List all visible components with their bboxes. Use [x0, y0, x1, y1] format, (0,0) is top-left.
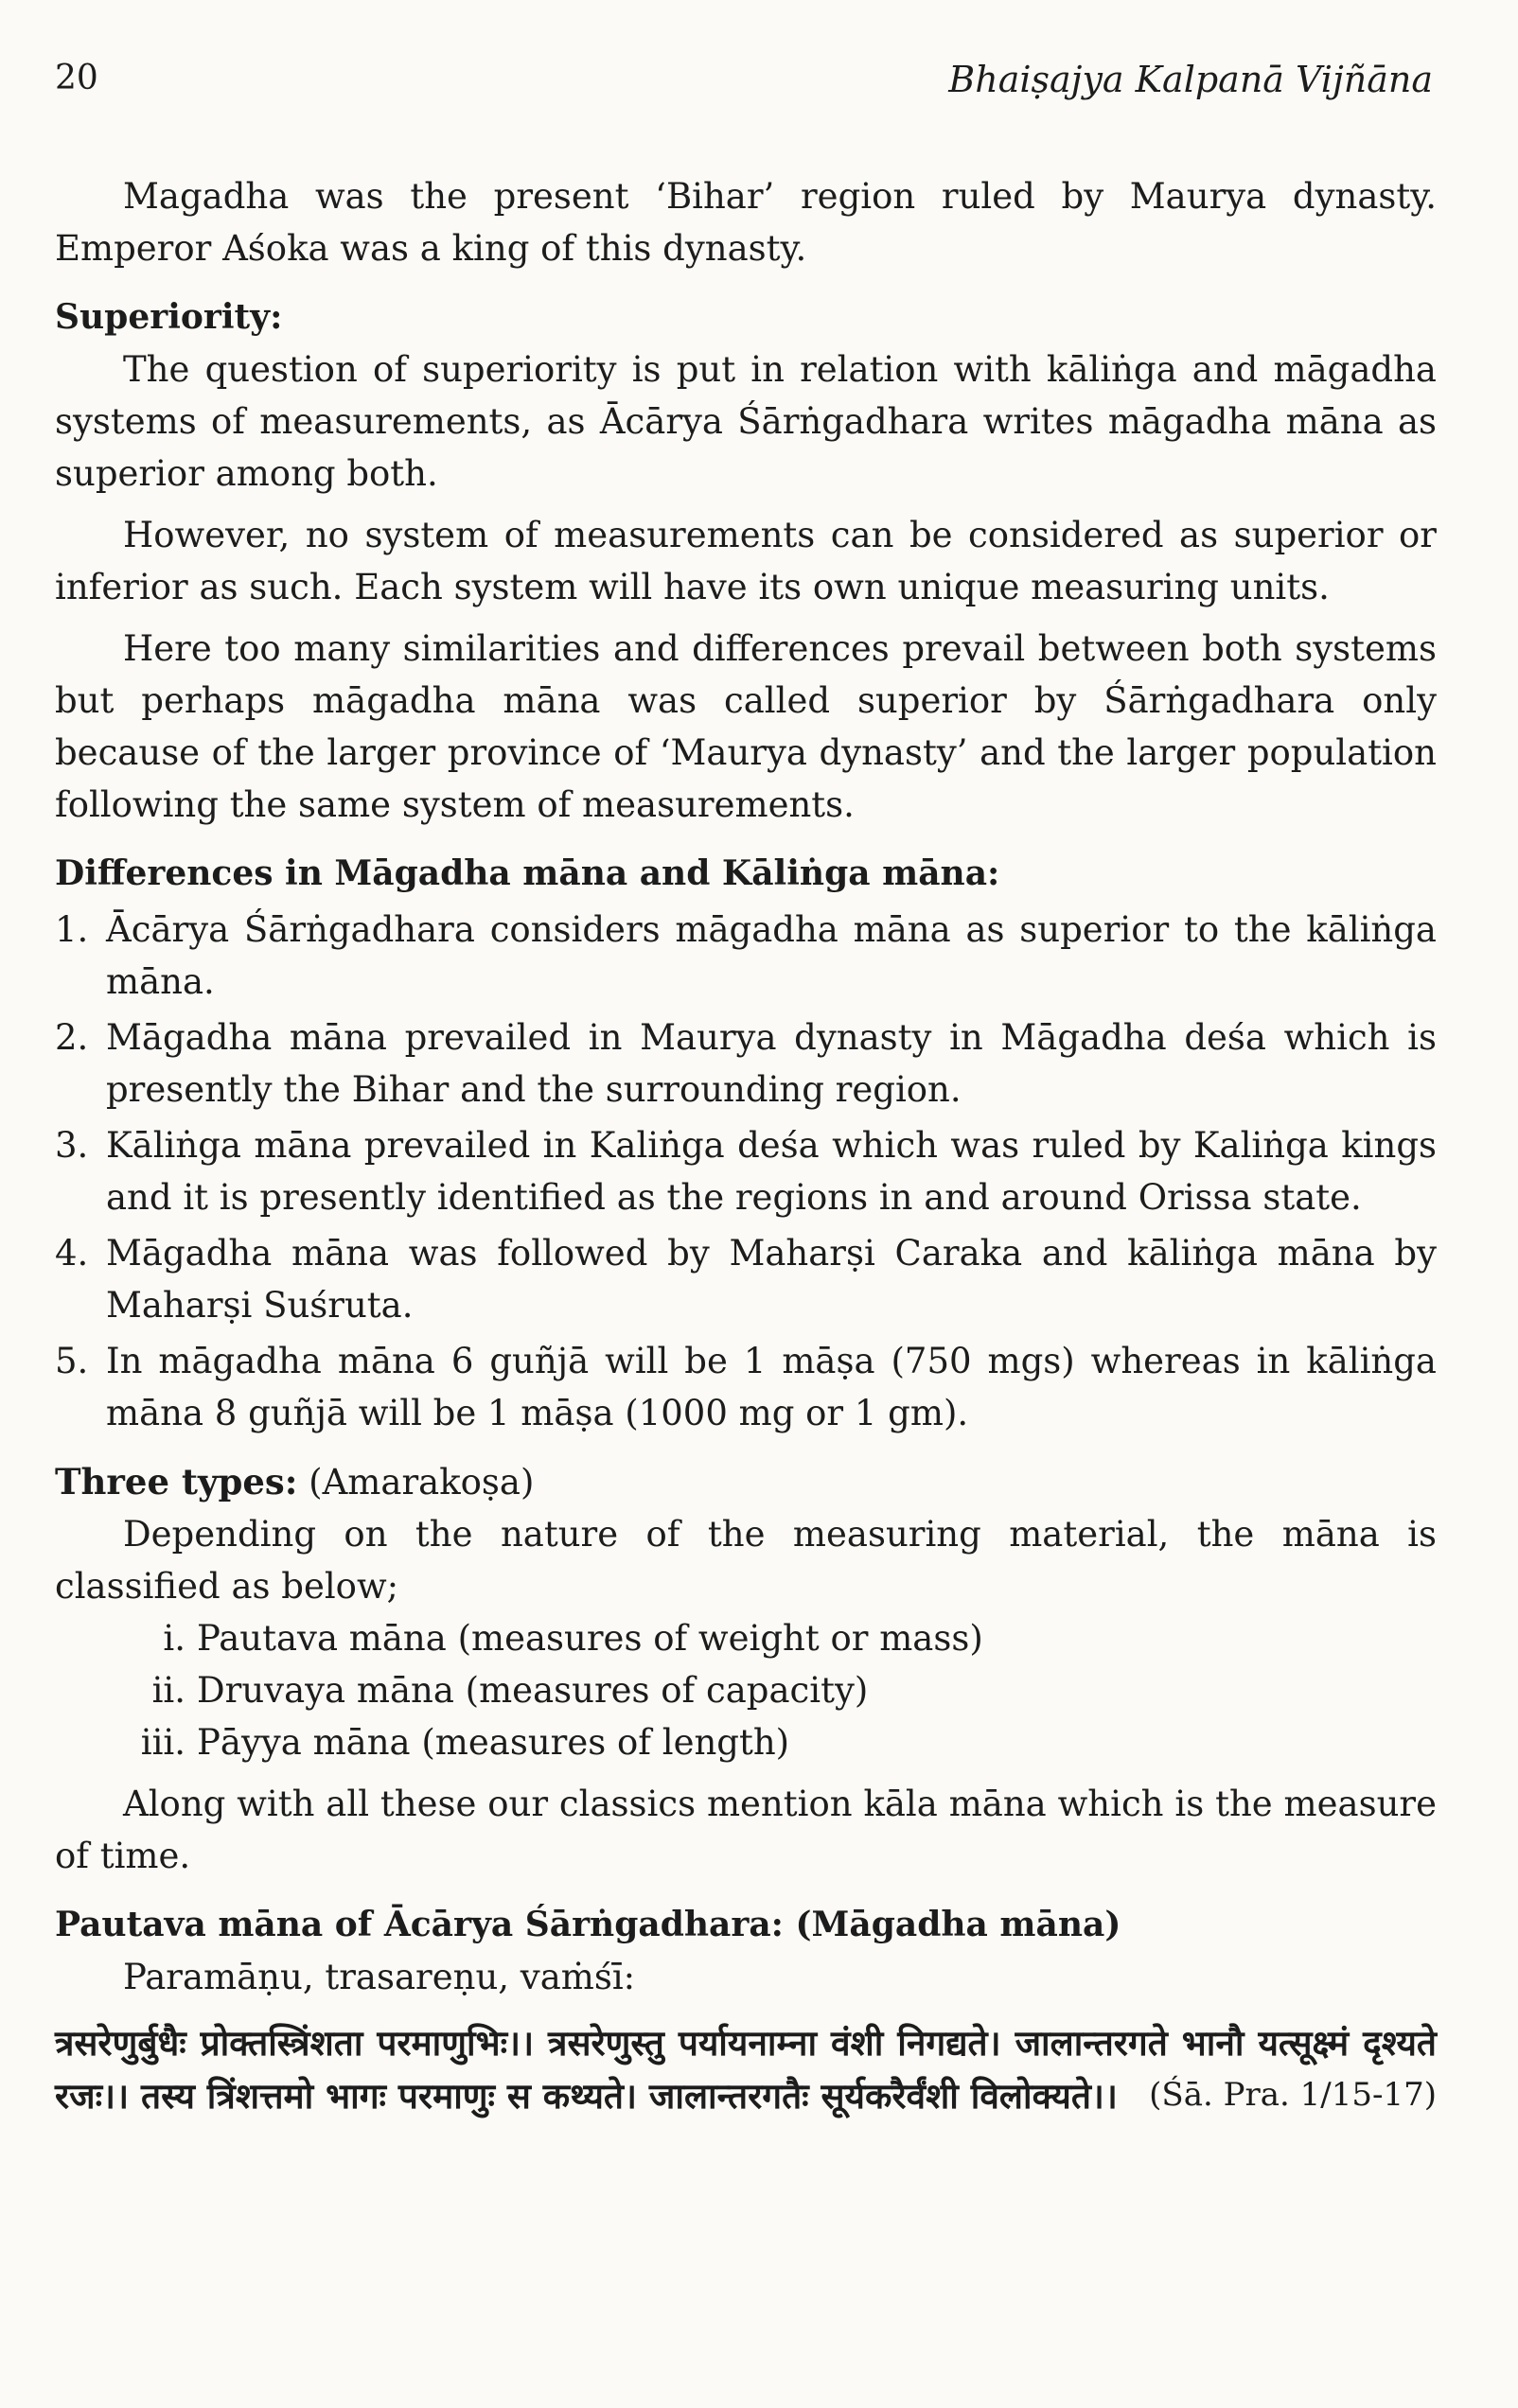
sanskrit-verse: त्रसरेणुर्बुधैः प्रोक्तस्त्रिंशता परमाणुभिः।। त्रसरेणुस्तु पर्यायनाम्ना वंशी निगद्यते। जालान्तरगते भानौ यत्सूक्ष्मं दृश्यते रजः।। तस्य त्रिंशत्तमो भागः परमाणुः स कथ्यते। जालान्तरगतैः सूर्यकरैर्वंशी विलोक्यते।। — [55, 2022, 1437, 2117]
list-item: i. Pautava māna (measures of weight or mass) — [163, 1618, 983, 1659]
page-header — [55, 59, 1433, 106]
superiority-paragraph-3: Here too many similarities and differences prevail between both systems but perhaps māgadha māna was called superior by Śārṅgadhara only because of the larger province of ‘Maurya dynasty’ and the larger population following the same system of measurements. — [55, 628, 1437, 825]
list-item: 4. Māgadha māna was followed by Maharṣi Caraka and kāliṅga māna by Maharṣi Suśruta. — [55, 1233, 1437, 1326]
page-number: 20 — [55, 59, 98, 97]
types-intro: Depending on the nature of the measuring material, the māna is classified as below; — [55, 1514, 1437, 1607]
pautava-subline: Paramāṇu, trasareṇu, vaṁśī: — [123, 1957, 636, 1997]
pautava-heading: Pautava māna of Ācārya Śārṅgadhara: (Māgadha māna) — [55, 1905, 1121, 1944]
differences-heading: Differences in Māgadha māna and Kāliṅga māna: — [55, 853, 1000, 893]
list-item: 2. Māgadha māna prevailed in Maurya dynasty in Māgadha deśa which is presently the Bihar and the surrounding region. — [55, 1017, 1437, 1110]
types-list — [55, 1612, 1437, 1768]
list-item: iii. Pāyya māna (measures of length) — [140, 1722, 790, 1763]
types-heading-line — [55, 1456, 1437, 1508]
intro-paragraph: Magadha was the present ‘Bihar’ region ruled by Maurya dynasty. Emperor Aśoka was a king of this dynasty. — [55, 176, 1437, 269]
differences-list — [55, 904, 1437, 1439]
list-item: 5. In māgadha māna 6 guñjā will be 1 māṣa (750 mgs) whereas in kāliṅga māna 8 guñjā will be 1 māṣa (1000 mg or 1 gm). — [55, 1341, 1437, 1433]
superiority-paragraph-1: The question of superiority is put in relation with kāliṅga and māgadha systems of measurements, as Ācārya Śārṅgadhara writes māgadha māna as superior among both. — [55, 349, 1437, 494]
verse-reference: (Śā. Pra. 1/15-17) — [1149, 2076, 1437, 2114]
list-item: 3. Kāliṅga māna prevailed in Kaliṅga deśa which was ruled by Kaliṅga kings and it is presently identified as the regions in and around Orissa state. — [55, 1125, 1437, 1218]
types-closing: Along with all these our classics mention kāla māna which is the measure of time. — [55, 1784, 1437, 1876]
list-item: ii. Druvaya māna (measures of capacity) — [151, 1670, 869, 1711]
superiority-paragraph-2: However, no system of measurements can be considered as superior or inferior as such. Each system will have its own unique measuring units. — [55, 515, 1437, 607]
running-title: Bhaiṣajya Kalpanā Vijñāna — [948, 59, 1433, 100]
superiority-heading: Superiority: — [55, 297, 283, 337]
types-source: (Amarakoṣa) — [309, 1462, 535, 1503]
types-heading: Three types: — [55, 1461, 298, 1503]
page-content — [55, 170, 1437, 2121]
list-item: 1. Ācārya Śārṅgadhara considers māgadha māna as superior to the kāliṅga māna. — [55, 909, 1437, 1002]
